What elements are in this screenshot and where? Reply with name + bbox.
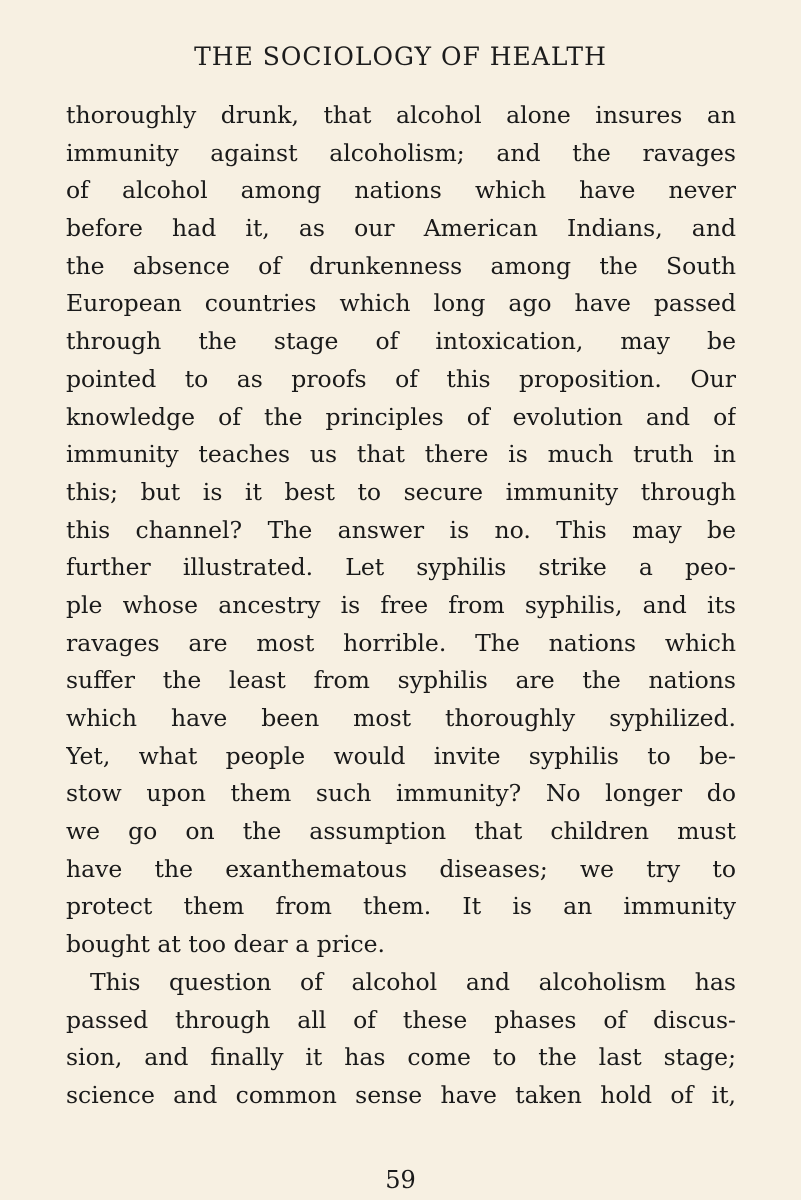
text-line: stow upon them such immunity? No longer do	[66, 779, 736, 808]
text-line: Yet, what people would invite syphilis to be-	[66, 741, 736, 770]
text-line: immunity against alcoholism; and the ravages	[66, 138, 736, 167]
text-line: this channel? The answer is no. This may be	[66, 515, 736, 544]
text-line: have the exanthematous diseases; we try to	[66, 854, 736, 883]
text-line: immunity teaches us that there is much truth in	[66, 440, 736, 469]
text-line: sion, and finally it has come to the last stage;	[66, 1043, 736, 1072]
text-line: before had it, as our American Indians, and	[66, 214, 736, 243]
text-line: pointed to as proofs of this proposition. Our	[66, 364, 736, 393]
text-line: passed through all of these phases of discus-	[66, 1005, 736, 1034]
running-header: THE SOCIOLOGY OF HEALTH	[194, 42, 607, 71]
paragraph-end-line: bought at too dear a price.	[66, 930, 386, 959]
text-line: of alcohol among nations which have never	[66, 176, 736, 205]
text-line: suffer the least from syphilis are the nations	[66, 666, 736, 695]
text-line: the absence of drunkenness among the South	[66, 251, 736, 280]
text-line: science and common sense have taken hold of it,	[66, 1080, 736, 1109]
page-number: 59	[385, 1166, 416, 1194]
text-line: knowledge of the principles of evolution and of	[66, 402, 736, 431]
text-line: through the stage of intoxication, may be	[66, 327, 736, 356]
text-line: thoroughly drunk, that alcohol alone insures an	[66, 101, 736, 129]
text-line: protect them from them. It is an immunity	[66, 892, 736, 921]
text-line: this; but is it best to secure immunity through	[66, 477, 736, 506]
text-line: we go on the assumption that children must	[66, 817, 736, 846]
body-text	[66, 97, 736, 1115]
text-line: ravages are most horrible. The nations which	[66, 628, 736, 657]
paragraph-start-line: This question of alcohol and alcoholism has	[90, 967, 736, 996]
text-line: European countries which long ago have passed	[66, 289, 736, 318]
text-line: ple whose ancestry is free from syphilis, and its	[66, 590, 736, 619]
text-line: which have been most thoroughly syphilized.	[66, 704, 736, 732]
text-line: further illustrated. Let syphilis strike a peo-	[66, 553, 736, 582]
